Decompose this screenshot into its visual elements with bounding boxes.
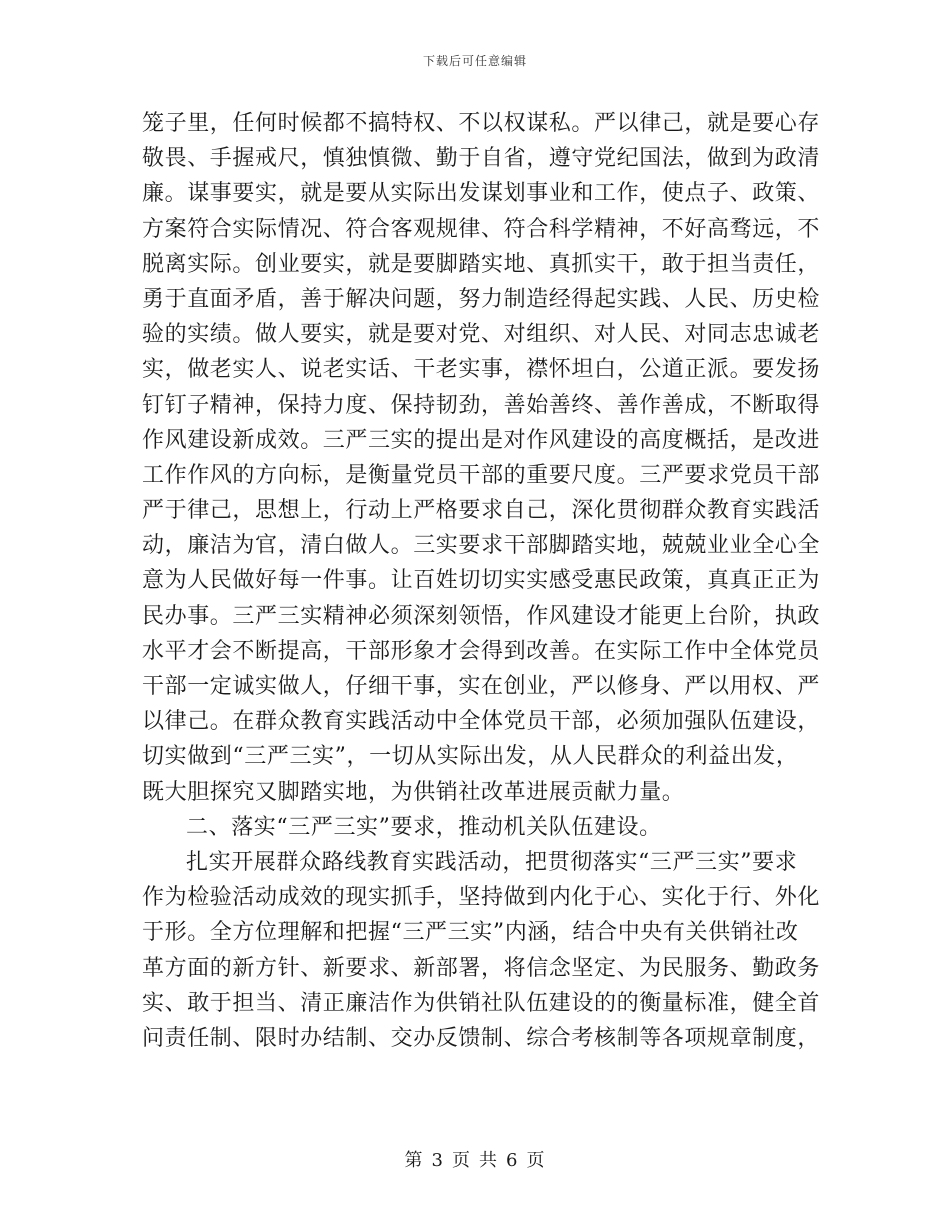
paragraph-line: 廉。谋事要实，就是要从实际出发谋划事业和工作，使点子、政策、 <box>142 181 821 207</box>
paragraph-line: 民办事。三严三实精神必须深刻领悟，作风建设才能更上台阶，执政 <box>142 603 821 629</box>
paragraph-line: 革方面的新方针、新要求、新部署，将信念坚定、为民服务、勤政务 <box>142 955 821 981</box>
paragraph-line: 作风建设新成效。三严三实的提出是对作风建设的高度概括，是改进 <box>142 427 821 453</box>
paragraph-line: 笼子里，任何时候都不搞特权、不以权谋私。严以律己，就是要心存 <box>142 111 821 136</box>
paragraph-line: 方案符合实际情况、符合客观规律、符合科学精神，不好高骛远，不 <box>142 216 821 242</box>
paragraph-line: 问责任制、限时办结制、交办反馈制、综合考核制等各项规章制度， <box>142 1025 821 1051</box>
document-body <box>142 106 821 1056</box>
paragraph-line: 钉钉子精神，保持力度、保持韧劲，善始善终、善作善成，不断取得 <box>142 392 821 418</box>
paragraph-line: 切实做到“三严三实”，一切从实际出发，从人民群众的利益出发， <box>142 744 799 770</box>
paragraph-line: 以律己。在群众教育实践活动中全体党员干部，必须加强队伍建设， <box>142 709 821 735</box>
paragraph-line: 脱离实际。创业要实，就是要脚踏实地、真抓实干，敢于担当责任， <box>142 251 821 277</box>
footer-label-ye2: 页 <box>526 1150 546 1171</box>
footer-label-ye: 页 <box>452 1150 471 1171</box>
paragraph-line: 水平才会不断提高，干部形象才会得到改善。在实际工作中全体党员 <box>142 638 821 664</box>
section-heading: 二、落实“三严三实”要求，推动机关队伍建设。 <box>186 814 662 840</box>
paragraph-line: 作为检验活动成效的现实抓手，坚持做到内化于心、实化于行、外化 <box>142 885 821 911</box>
paragraph-line: 勇于直面矛盾，善于解决问题，努力制造经得起实践、人民、历史检 <box>142 286 821 312</box>
paragraph-line: 实、敢于担当、清正廉洁作为供销社队伍建设的的衡量标准，健全首 <box>142 990 821 1016</box>
paragraph-line: 实，做老实人、说老实话、干老实事，襟怀坦白，公道正派。要发扬 <box>142 357 821 383</box>
page-footer <box>0 1146 950 1172</box>
total-pages-number: 6 <box>506 1150 519 1171</box>
paragraph-line: 验的实绩。做人要实，就是要对党、对组织、对人民、对同志忠诚老 <box>142 322 821 348</box>
paragraph-line: 意为人民做好每一件事。让百姓切切实实感受惠民政策，真真正正为 <box>142 568 821 594</box>
current-page-number: 3 <box>431 1150 444 1171</box>
paragraph-line: 扎实开展群众路线教育实践活动，把贯彻落实“三严三实”要求 <box>186 849 798 875</box>
footer-label-page: 第 <box>404 1150 424 1171</box>
paragraph-line: 干部一定诚实做人，仔细干事，实在创业，严以修身、严以用权、严 <box>142 674 821 699</box>
paragraph-line: 工作作风的方向标，是衡量党员干部的重要尺度。三严要求党员干部 <box>142 462 821 488</box>
paragraph-line: 既大胆探究又脚踏实地，为供销社改革进展贡献力量。 <box>142 779 685 805</box>
footer-label-total: 共 <box>479 1150 498 1171</box>
paragraph-line: 于形。全方位理解和把握“三严三实”内涵，结合中央有关供销社改 <box>142 920 799 946</box>
paragraph-line: 敬畏、手握戒尺，慎独慎微、勤于自省，遵守党纪国法，做到为政清 <box>142 146 821 172</box>
paragraph-line: 严于律己，思想上，行动上严格要求自己，深化贯彻群众教育实践活 <box>142 498 821 524</box>
paragraph-line: 动，廉洁为官，清白做人。三实要求干部脚踏实地，兢兢业业全心全 <box>142 533 821 559</box>
page-header: 下载后可任意编辑 <box>422 54 527 68</box>
